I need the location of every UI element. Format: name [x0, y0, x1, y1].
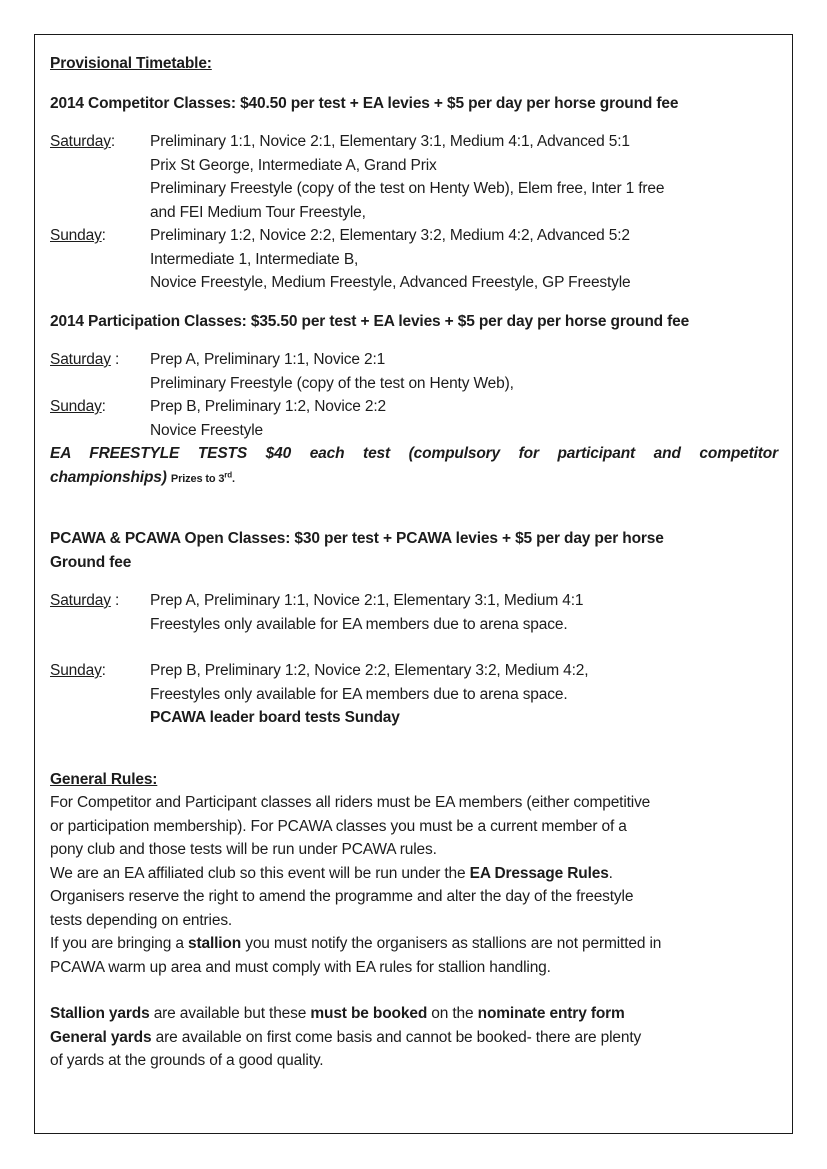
schedule-line: Freestyles only available for EA members due to arena space.: [150, 685, 568, 703]
participation-saturday: Saturday : Prep A, Preliminary 1:1, Novice 2:1 Preliminary Freestyle (copy of the test on Henty Web),: [50, 348, 778, 395]
day-label: Sunday: [50, 398, 102, 415]
schedule-line: Novice Freestyle: [150, 421, 264, 439]
rules-line: We are an EA affiliated club so this event will be run under the EA Dressage Rules.: [50, 864, 613, 882]
rules-line: tests depending on entries.: [50, 911, 233, 929]
competitor-heading: 2014 Competitor Classes: $40.50 per test + EA levies + $5 per day per horse ground fee: [50, 94, 679, 112]
schedule-line: and FEI Medium Tour Freestyle,: [150, 203, 366, 221]
schedule-line: Preliminary 1:2, Novice 2:2, Elementary 3:2, Medium 4:2, Advanced 5:2: [150, 227, 630, 244]
rules-line: If you are bringing a stallion you must notify the organisers as stallions are not permitted in: [50, 935, 662, 952]
rules-heading: General Rules:: [50, 770, 158, 788]
schedule-line: Prix St George, Intermediate A, Grand Prix: [150, 156, 437, 174]
pcawa-heading: PCAWA & PCAWA Open Classes: $30 per test + PCAWA levies + $5 per day per horse: [50, 530, 664, 547]
prizes-note: Prizes to 3rd.: [170, 469, 235, 485]
day-label: Sunday: [50, 662, 102, 679]
freestyle-note-cont: championships) Prizes to 3rd.: [50, 468, 235, 486]
yards-line: General yards are available on first come basis and cannot be booked- there are plenty: [50, 1028, 642, 1046]
schedule-line: Intermediate 1, Intermediate B,: [150, 250, 359, 268]
pcawa-saturday: Saturday : Prep A, Preliminary 1:1, Novice 2:1, Elementary 3:1, Medium 4:1 Freestyles only available for EA members due to arena space.: [50, 589, 778, 636]
schedule-line: Freestyles only available for EA members due to arena space.: [150, 615, 568, 633]
rules-line: PCAWA warm up area and must comply with EA rules for stallion handling.: [50, 958, 551, 976]
schedule-line: Preliminary 1:1, Novice 2:1, Elementary 3:1, Medium 4:1, Advanced 5:1: [150, 133, 630, 150]
schedule-line: Prep A, Preliminary 1:1, Novice 2:1: [150, 351, 386, 368]
rules-line: For Competitor and Participant classes all riders must be EA members (either competitive: [50, 794, 651, 811]
yards-line: of yards at the grounds of a good quality.: [50, 1052, 324, 1069]
rules-line: Organisers reserve the right to amend the programme and alter the day of the freestyle: [50, 888, 634, 905]
schedule-line: Prep A, Preliminary 1:1, Novice 2:1, Elementary 3:1, Medium 4:1: [150, 592, 584, 609]
freestyle-note: EA FREESTYLE TESTS $40 each test (compulsory for participant and competitor: [50, 445, 778, 462]
day-label: Saturday: [50, 351, 111, 368]
page-title: Provisional Timetable:: [50, 55, 212, 72]
participation-sunday: Sunday: Prep B, Preliminary 1:2, Novice 2:2 Novice Freestyle: [50, 395, 778, 442]
rules-line: or participation membership). For PCAWA classes you must be a current member of a: [50, 817, 627, 835]
schedule-line: Preliminary Freestyle (copy of the test on Henty Web), Elem free, Inter 1 free: [150, 180, 665, 197]
day-label: Saturday: [50, 592, 111, 609]
rules-line: pony club and those tests will be run under PCAWA rules.: [50, 841, 437, 858]
competitor-saturday: Saturday: Preliminary 1:1, Novice 2:1, Elementary 3:1, Medium 4:1, Advanced 5:1 Prix St George, Intermediate A, Grand Prix Preliminary Freestyle (copy of the test on Henty Web), Elem free, Inter 1 free and FEI Medium Tour Freestyle,: [50, 130, 778, 224]
participation-heading: 2014 Participation Classes: $35.50 per test + EA levies + $5 per day per horse ground fee: [50, 312, 690, 330]
yards-line: Stallion yards are available but these must be booked on the nominate entry form: [50, 1005, 625, 1022]
schedule-line: Novice Freestyle, Medium Freestyle, Advanced Freestyle, GP Freestyle: [150, 274, 631, 291]
pcawa-heading-cont: Ground fee: [50, 553, 132, 571]
schedule-line: Prep B, Preliminary 1:2, Novice 2:2, Elementary 3:2, Medium 4:2,: [150, 662, 589, 679]
schedule-line: Prep B, Preliminary 1:2, Novice 2:2: [150, 398, 386, 415]
day-label: Saturday: [50, 133, 111, 150]
schedule-line: Preliminary Freestyle (copy of the test on Henty Web),: [150, 374, 514, 392]
pcawa-sunday: Sunday: Prep B, Preliminary 1:2, Novice 2:2, Elementary 3:2, Medium 4:2, Freestyles only available for EA members due to arena space. PCAWA leader board tests Sunday: [50, 659, 778, 730]
leader-board-note: PCAWA leader board tests Sunday: [150, 709, 400, 726]
competitor-sunday: Sunday: Preliminary 1:2, Novice 2:2, Elementary 3:2, Medium 4:2, Advanced 5:2 Intermediate 1, Intermediate B, Novice Freestyle, Medium Freestyle, Advanced Freestyle, GP Freestyle: [50, 224, 778, 295]
day-label: Sunday: [50, 227, 102, 244]
document-body: [50, 52, 778, 1073]
